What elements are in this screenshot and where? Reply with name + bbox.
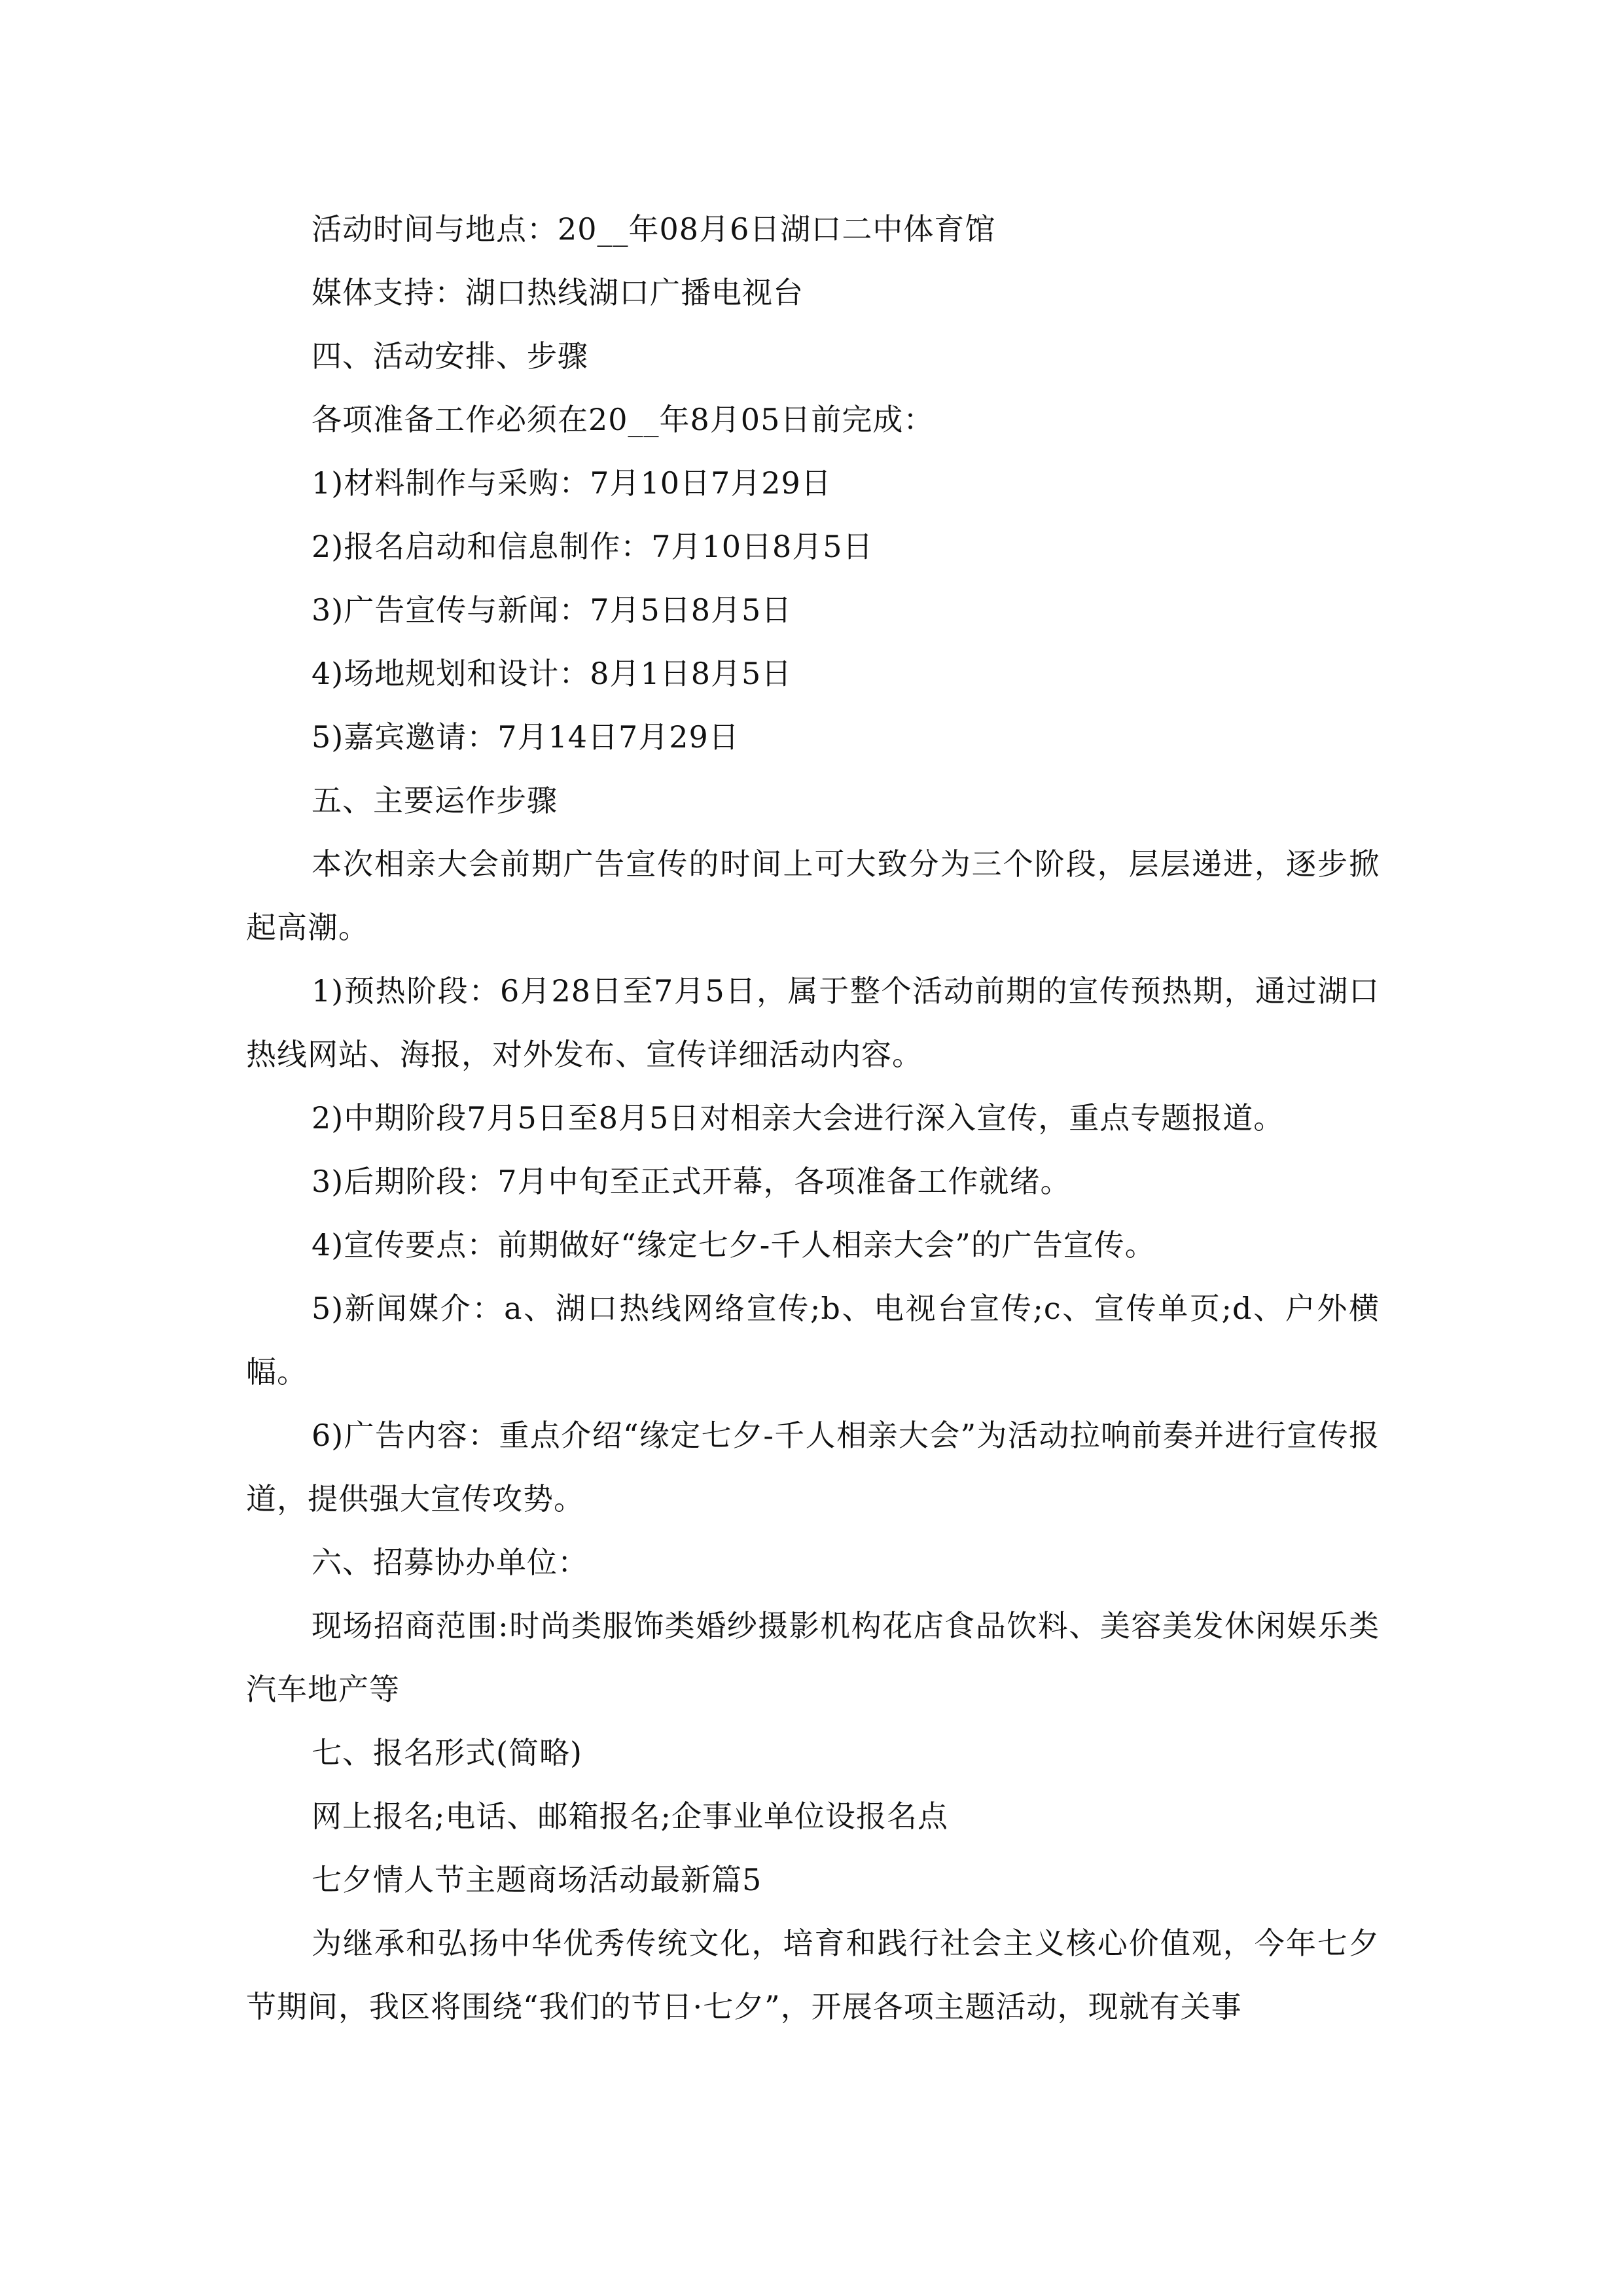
article-title: 七夕情人节主题商场活动最新篇5	[312, 1862, 762, 1897]
document-body	[246, 198, 1380, 2039]
paragraph-preparation-deadline: 各项准备工作必须在20__年8月05日前完成：	[312, 402, 935, 437]
paragraph-registration-methods: 网上报名;电话、邮箱报名;企事业单位设报名点	[312, 1799, 948, 1834]
list-item: 3)后期阶段：7月中旬至正式开幕，各项准备工作就绪。	[312, 1164, 1071, 1199]
section-heading-4: 四、活动安排、步骤	[312, 338, 588, 374]
paragraph-publicity-stages: 本次相亲大会前期广告宣传的时间上可大致分为三个阶段，层层递进，逐步掀起高潮。	[246, 846, 1380, 945]
list-item: 3)广告宣传与新闻：7月5日8月5日	[312, 592, 793, 628]
list-item: 5)新闻媒介：a、湖口热线网络宣传;b、电视台宣传;c、宣传单页;d、户外横幅。	[246, 1291, 1380, 1390]
list-item: 4)场地规划和设计：8月1日8月5日	[312, 656, 793, 691]
section-heading-7: 七、报名形式(简略)	[312, 1735, 582, 1770]
list-item: 4)宣传要点：前期做好“缘定七夕-千人相亲大会”的广告宣传。	[312, 1227, 1156, 1263]
list-item: 5)嘉宾邀请：7月14日7月29日	[312, 719, 740, 755]
section-heading-5: 五、主要运作步骤	[312, 783, 558, 818]
paragraph-qixi-intro: 为继承和弘扬中华优秀传统文化，培育和践行社会主义核心价值观，今年七夕节期间，我区将围绕“我们的节日·七夕”，开展各项主题活动，现就有关事	[246, 1926, 1380, 2024]
list-item: 2)报名启动和信息制作：7月10日8月5日	[312, 529, 874, 564]
paragraph-event-time-location: 活动时间与地点：20__年08月6日湖口二中体育馆	[312, 211, 996, 247]
paragraph-media-support: 媒体支持：湖口热线湖口广播电视台	[312, 275, 804, 310]
list-item: 2)中期阶段7月5日至8月5日对相亲大会进行深入宣传，重点专题报道。	[312, 1100, 1285, 1136]
list-item: 1)材料制作与采购：7月10日7月29日	[312, 465, 832, 501]
section-heading-6: 六、招募协办单位：	[312, 1545, 588, 1580]
list-item: 6)广告内容：重点介绍“缘定七夕-千人相亲大会”为活动拉响前奏并进行宣传报道，提供强大宣传攻势。	[246, 1418, 1380, 1516]
paragraph-sponsor-scope: 现场招商范围:时尚类服饰类婚纱摄影机构花店食品饮料、美容美发休闲娱乐类汽车地产等	[246, 1608, 1380, 1707]
list-item: 1)预热阶段：6月28日至7月5日，属于整个活动前期的宣传预热期，通过湖口热线网站、海报，对外发布、宣传详细活动内容。	[246, 973, 1380, 1072]
